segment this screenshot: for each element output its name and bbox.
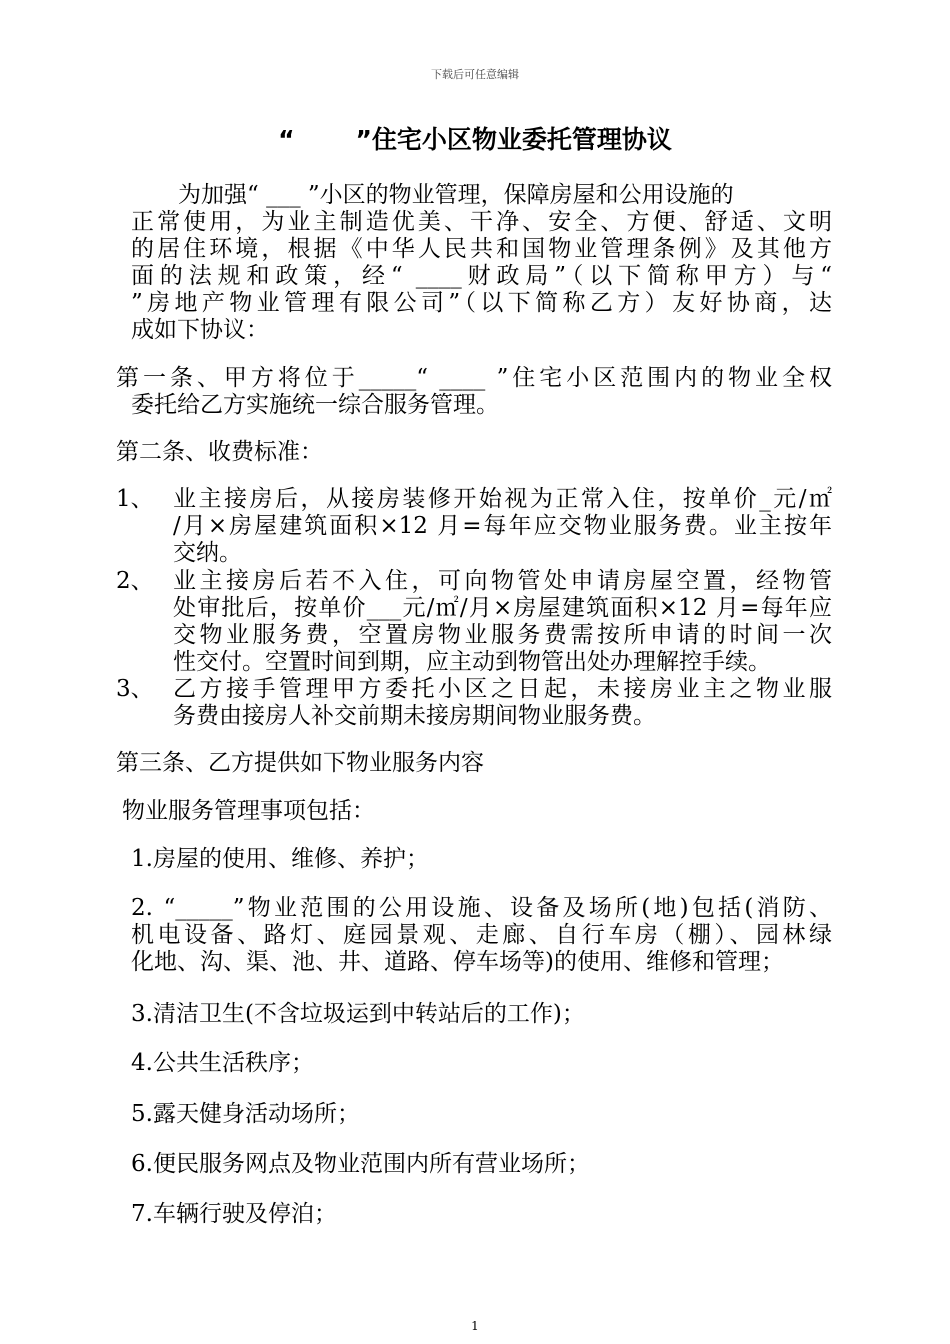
fee-number-3: 3、 bbox=[116, 676, 154, 702]
article3-title: 第三条、乙方提供如下物业服务内容 bbox=[116, 750, 484, 776]
fee-3-line-2: 务费由接房人补交前期未接房期间物业服务费。 bbox=[173, 703, 656, 729]
intro-line-2: 正常使用，为业主制造优美、干净、安全、方便、舒适、文明 bbox=[131, 209, 832, 235]
service-item-2-line-1: 2. “_____”物业范围的公用设施、设备及场所(地)包括(消防、 bbox=[131, 895, 832, 921]
fee-3-line-1: 乙方接手管理甲方委托小区之日起，未接房业主之物业服 bbox=[173, 676, 832, 702]
fee-number-2: 2、 bbox=[116, 568, 154, 594]
service-item-3: 3.清洁卫生(不含垃圾运到中转站后的工作)； bbox=[131, 1001, 585, 1027]
service-item-5: 5.露天健身活动场所； bbox=[131, 1101, 360, 1127]
service-item-2-line-2: 机电设备、路灯、庭园景观、走廊、自行车房（棚）、园林绿 bbox=[131, 922, 832, 948]
intro-line-5: ”房地产物业管理有限公司”（以下简称乙方）友好协商，达 bbox=[131, 290, 832, 316]
intro-line-4: 面的法规和政策，经“ ____财政局”（以下简称甲方）与“ bbox=[131, 263, 832, 289]
document-title: “ ”住宅小区物业委托管理协议 bbox=[278, 125, 672, 154]
page-number: 1 bbox=[471, 1319, 479, 1333]
fee-1-line-1: 业主接房后，从接房装修开始视为正常入住，按单价_元/㎡ bbox=[173, 486, 832, 512]
page-header: 下载后可任意编辑 bbox=[431, 68, 519, 81]
fee-2-line-4: 性交付。空置时间到期，应主动到物管出处办理解控手续。 bbox=[173, 649, 771, 675]
service-item-2-line-3: 化地、沟、渠、池、井、道路、停车场等)的使用、维修和管理； bbox=[131, 949, 784, 975]
article2-title: 第二条、收费标准： bbox=[116, 439, 323, 465]
intro-line-6: 成如下协议： bbox=[131, 317, 269, 343]
article1-line-1: 第一条、甲方将位于_____“ ____ ”住宅小区范围内的物业全权 bbox=[116, 365, 832, 391]
intro-line-3: 的居住环境，根据《中华人民共和国物业管理条例》及其他方 bbox=[131, 236, 832, 262]
fee-2-line-3: 交物业服务费，空置房物业服务费需按所申请的时间一次 bbox=[173, 622, 832, 648]
service-item-6: 6.便民服务网点及物业范围内所有营业场所； bbox=[131, 1151, 590, 1177]
service-item-1: 1.房屋的使用、维修、养护； bbox=[131, 846, 429, 872]
fee-2-line-1: 业主接房后若不入住，可向物管处申请房屋空置，经物管 bbox=[173, 568, 832, 594]
service-item-7: 7.车辆行驶及停泊； bbox=[131, 1201, 337, 1227]
fee-1-line-3: 交纳。 bbox=[173, 540, 242, 566]
article1-line-2: 委托给乙方实施统一综合服务管理。 bbox=[131, 392, 499, 418]
intro-line-1: 为加强“ ___ ”小区的物业管理，保障房屋和公用设施的 bbox=[178, 182, 734, 208]
fee-2-line-2: 处审批后，按单价___元/㎡/月×房屋建筑面积×12 月=每年应 bbox=[173, 595, 832, 621]
services-intro: 物业服务管理事项包括： bbox=[122, 798, 375, 824]
fee-1-line-2: /月×房屋建筑面积×12 月=每年应交物业服务费。业主按年 bbox=[173, 513, 832, 539]
fee-number-1: 1、 bbox=[116, 486, 154, 512]
service-item-4: 4.公共生活秩序； bbox=[131, 1050, 314, 1076]
